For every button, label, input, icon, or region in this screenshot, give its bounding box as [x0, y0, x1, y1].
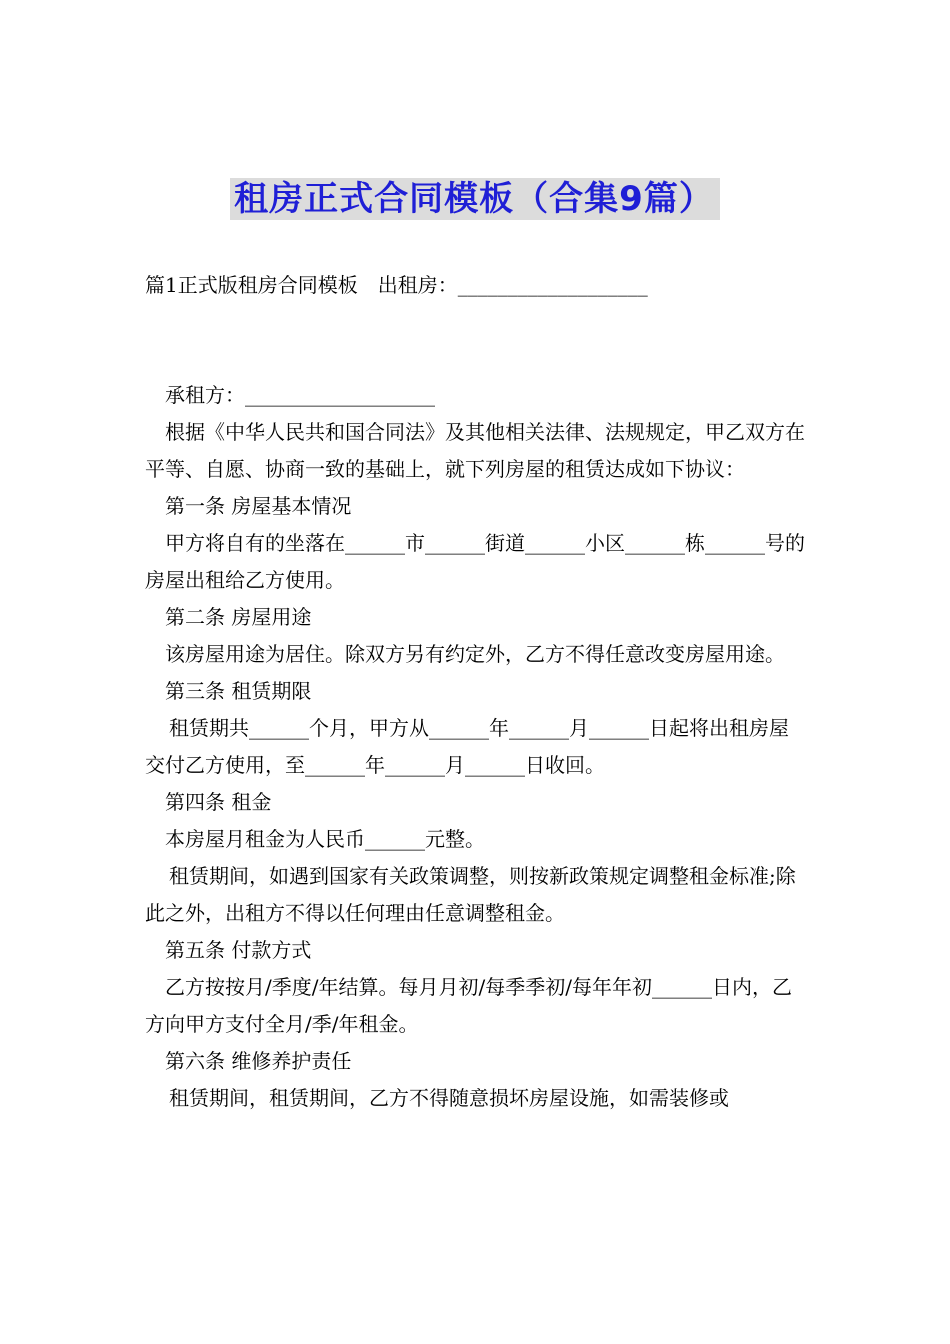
- article-3-body: 租赁期共______个月，甲方从______年______月______日起将出租房屋交付乙方使用，至______年______月______日收回。: [145, 716, 789, 777]
- article-1-heading: 第一条 房屋基本情况: [165, 494, 352, 518]
- paragraph-preamble: 根据《中华人民共和国合同法》及其他相关法律、法规规定，甲乙双方在平等、自愿、协商一致的基础上，就下列房屋的租赁达成如下协议：: [145, 420, 805, 481]
- title-container: [0, 178, 950, 220]
- paragraph-tenant: 承租方：___________________: [165, 383, 435, 407]
- article-6-body: 租赁期间，租赁期间，乙方不得随意损坏房屋设施，如需装修或: [169, 1086, 729, 1110]
- document-body: [145, 267, 807, 1117]
- spacer: [145, 304, 807, 377]
- document-title: 租房正式合同模板（合集9篇）: [230, 178, 720, 220]
- article-2-heading: 第二条 房屋用途: [165, 605, 312, 629]
- article-5-heading: 第五条 付款方式: [165, 938, 312, 962]
- article-4-heading: 第四条 租金: [165, 790, 272, 814]
- article-4-body-2: 租赁期间，如遇到国家有关政策调整，则按新政策规定调整租金标准;除此之外，出租方不得以任何理由任意调整租金。: [145, 864, 796, 925]
- article-5-body: 乙方按按月/季度/年结算。每月月初/每季季初/每年年初______日内，乙方向甲方支付全月/季/年租金。: [145, 975, 792, 1036]
- article-2-body: 该房屋用途为居住。除双方另有约定外，乙方不得任意改变房屋用途。: [165, 642, 785, 666]
- article-1-body: 甲方将自有的坐落在______市______街道______小区______栋______号的房屋出租给乙方使用。: [145, 531, 805, 592]
- article-4-body: 本房屋月租金为人民币______元整。: [165, 827, 485, 851]
- article-6-heading: 第六条 维修养护责任: [165, 1049, 352, 1073]
- article-3-heading: 第三条 租赁期限: [165, 679, 312, 703]
- paragraph-intro: 篇1正式版租房合同模板 出租房：___________________: [145, 273, 648, 297]
